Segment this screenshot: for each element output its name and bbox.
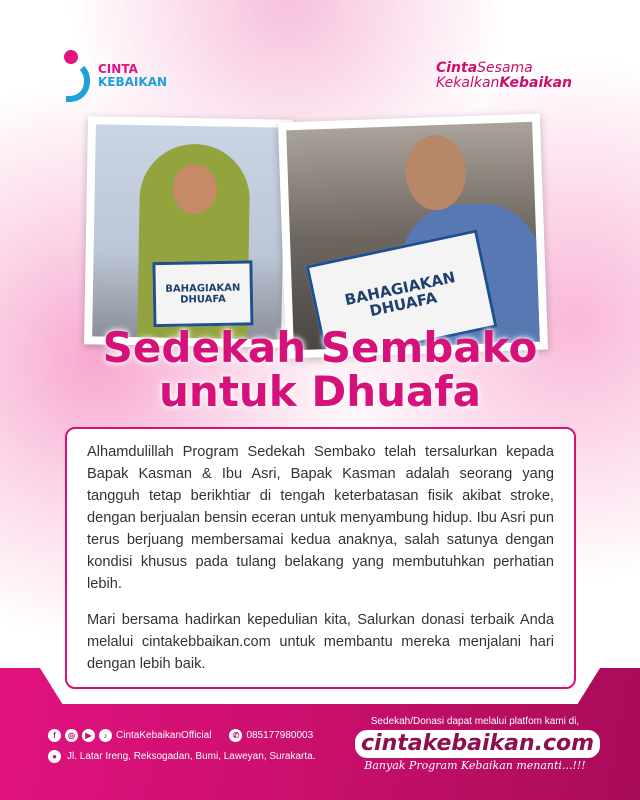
brand-logo — [62, 48, 167, 104]
tiktok-icon[interactable]: ♪ — [99, 729, 112, 742]
paragraph-1: Alhamdulillah Program Sedekah Sembako telah tersalurkan kepada Bapak Kasman & Ibu Asri, Bapak Kasman adalah seorang yang tangguh tetap berikhtiar di tengah keterbatasan fisik akibat stroke, dengan berjualan bensin eceran untuk menyambung hidup. Ibu Asri pun terus berjuang membersamai kedua anaknya, salah satunya dengan kondisi khusus pada tulang belakang yang membutuhkan perhatian lebih. — [87, 444, 554, 592]
sembako-box: BAHAGIAKAN DHUAFA — [306, 229, 498, 350]
slogan — [436, 61, 572, 91]
tagline: Banyak Program Kebaikan menanti...!!! — [364, 759, 586, 772]
social-handle: CintaKebaikanOfficial — [116, 730, 212, 741]
slogan-b: Sesama — [477, 60, 533, 76]
slogan-d: Kebaikan — [499, 75, 572, 91]
youtube-icon[interactable]: ▶ — [82, 729, 95, 742]
social-row — [48, 729, 313, 742]
paragraph-2: Mari bersama hadirkan kepedulian kita, Salurkan donasi terbaik Anda melalui cintakebbaikan.com untuk membantu mereka menjalani hari dengan lebih baik. — [87, 612, 554, 672]
brand-line2: KEBAIKAN — [98, 75, 168, 89]
title-line2: untuk Dhuafa — [159, 367, 481, 416]
photo-bapak-kasman — [278, 114, 548, 359]
website-link[interactable]: cintakebaikan.com — [355, 730, 600, 758]
location-pin-icon: ● — [48, 750, 61, 763]
address: Jl. Latar Ireng, Reksogadan, Bumi, Laweyan, Surakarta. — [67, 751, 316, 762]
cta-text: Sedekah/Donasi dapat melalui platfom kami di, — [370, 716, 580, 727]
sembako-box: BAHAGIAKAN DHUAFA — [152, 260, 253, 327]
logo-icon — [62, 48, 94, 104]
brand-line1: CINTA — [98, 62, 138, 76]
title-line1: Sedekah Sembako — [102, 323, 538, 372]
facebook-icon[interactable]: f — [48, 729, 61, 742]
donation-cta — [355, 716, 595, 772]
address-row — [48, 750, 315, 763]
phone-number: 085177980003 — [246, 730, 314, 741]
instagram-icon[interactable]: ◎ — [65, 729, 78, 742]
whatsapp-icon: ✆ — [229, 729, 242, 742]
page-title — [0, 323, 640, 416]
description-card — [65, 427, 576, 689]
photo-ibu-asri — [84, 116, 293, 348]
slogan-c: Kekalkan — [435, 75, 500, 91]
slogan-a: Cinta — [435, 60, 478, 76]
